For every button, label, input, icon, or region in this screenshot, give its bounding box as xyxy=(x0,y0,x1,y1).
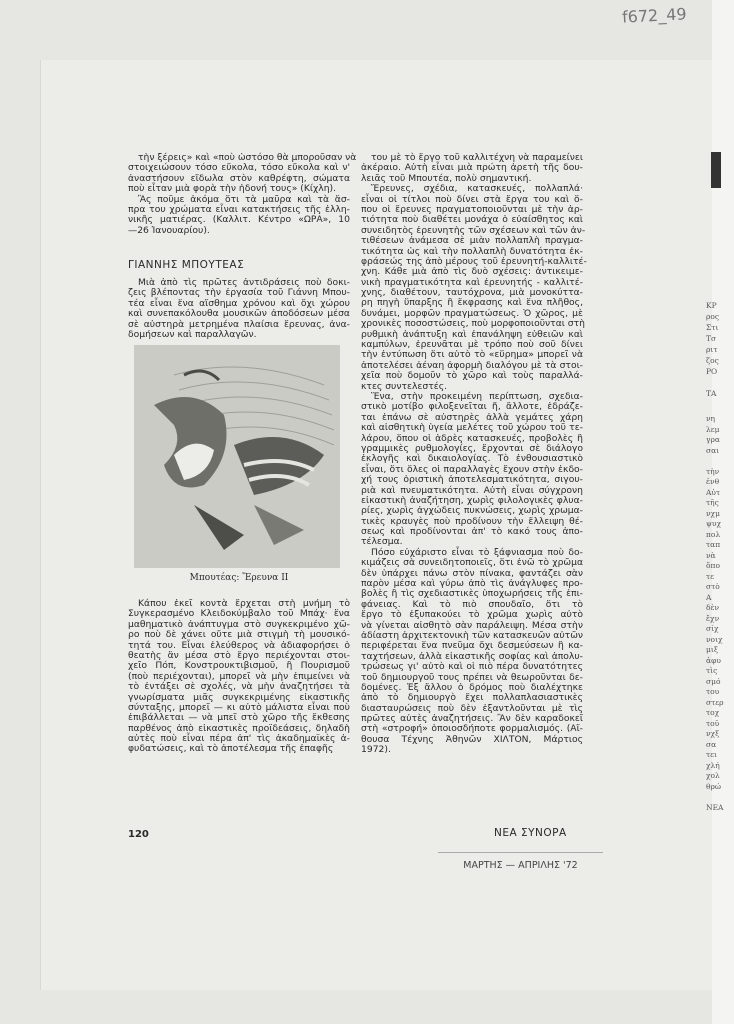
fragment-line: ΝΕΑ xyxy=(706,802,724,812)
handwritten-archive-note: f672_49 xyxy=(621,4,687,27)
fragment-line: ΤΑ xyxy=(706,389,717,398)
text-line: (ποὺ περιέχονται), μπορεῖ νὰ μὴν ἐπιμείνει νὰ xyxy=(128,670,350,682)
fragment-line: λεμ xyxy=(706,424,720,434)
fragment-line: Στι xyxy=(706,323,719,332)
fragment-line: ψυχ xyxy=(706,519,721,528)
text-line: εἰκαστικὴ ἀναζήτηση, χωρὶς φιλολογικὲς φλυα- xyxy=(361,494,583,506)
next-page-fragment-lower xyxy=(706,414,734,813)
text-line: χεῖα ποὺ δομοῦν τὸ χῶρο καὶ τοὺς παραλλά- xyxy=(361,370,583,382)
text-line: του μὲ τὸ ἔργο τοῦ καλλιτέχνη νὰ παραμείνει xyxy=(371,152,583,163)
text-line: λάρου, ὅπου οἱ ἁδρὲς κατασκευές, προβολὲς ἢ xyxy=(361,432,583,444)
text-line: τὴν ἐντύπωση ὅτι αὐτὸ τὸ «εὕρημα» μπορεῖ νὰ xyxy=(361,349,583,361)
text-line: τιθέσεων ἀνάμεσα σὲ μιὰν πολλαπλὴ πραγμα- xyxy=(361,235,583,247)
left-column-bottom-text xyxy=(128,599,350,755)
text-line: στικὸ μοτίβο φιλοξενεῖται ἤ, ἄλλοτε, ἑδράζε- xyxy=(361,401,583,413)
text-line: μαθηματικὸ ἀνάπτυγμα στὸ συγκεκριμένο χῶ- xyxy=(128,618,350,630)
left-column-top-text xyxy=(128,152,357,236)
text-line: διασταυρώσεις ποὺ δὲν ἐξαντλοῦνται μὲ τὶς xyxy=(361,702,583,714)
text-line: πρα του χρώματα εἶναι κατακτήσεις τῆς ἑλλη- xyxy=(128,203,350,215)
text-line: δυνάμει, μορφῶν πραγματώσεως. Ὁ χῶρος, μὲ xyxy=(361,307,583,319)
text-line: χνη. Κάθε μιὰ ἀπὸ τὶς δυὸ σχέσεις: ἀντικειμε- xyxy=(361,266,583,278)
fragment-line: σίχ xyxy=(706,624,719,633)
text-line: στοιχειώσουν τόσο εὔκολα, τόσο εὔκολα καὶ ν' xyxy=(128,162,350,174)
fragment-line: χλή xyxy=(706,760,720,770)
fragment-line: ΚΡ xyxy=(706,301,717,310)
text-line: χή τους ὁριστικὴ ἀποτελεσματικότητα, σιγου- xyxy=(361,474,583,486)
text-line: φράσεώς της ἀπὸ μέρους τοῦ ἐρευνητή-καλλιτέ- xyxy=(361,255,587,267)
fragment-line: σαι xyxy=(706,445,720,455)
text-line: δὲν ὑπάρχει πάνω στὸν πίνακα, φαντάζει σὰν xyxy=(361,567,583,579)
fragment-line: δὲν xyxy=(706,603,720,612)
fragment-line: σμό xyxy=(706,676,721,686)
artwork-caption: Μπουτέας: Ἔρευνα ΙΙ xyxy=(189,573,289,583)
text-line: ρη πηγὴ ὕπαρξης ἢ ἔκφρασης καὶ ἕνα πλῆθος, xyxy=(361,297,583,309)
text-line: νὰ γίνεται αἰσθητὸ σὰν παράλειψη. Μέσα στὴν xyxy=(361,619,583,631)
fragment-line: ἐνθ xyxy=(706,477,720,486)
text-line: Συγκερασμένο Κλειδοκύμβαλο τοῦ Μπάχ· ἕνα xyxy=(128,608,350,620)
fragment-line: Τσ xyxy=(706,334,717,343)
text-line: Μιὰ ἀπὸ τὶς πρῶτες ἀντιδράσεις ποὺ δοκι- xyxy=(138,277,350,288)
text-line: φάνειας. Καὶ τὸ πιὸ σπουδαῖο, ὅτι τὸ xyxy=(361,598,583,610)
text-line: συνειδητὸς ἐρευνητὴς τῶν σχέσεων καὶ τῶν ἀν- xyxy=(361,224,586,236)
text-line: ἀκέραιο. Αὐτὴ εἶναι μιὰ πρώτη ἀρετὴ τῆς δου- xyxy=(361,162,583,174)
fragment-line: ΡΟ xyxy=(706,367,718,376)
text-line: Πόσο εὐχάριστο εἶναι τὸ ξάφνιασμα ποὺ δο- xyxy=(371,546,583,558)
text-line: 1972). xyxy=(361,744,391,756)
text-line: Κάπου ἐκεῖ κοντὰ ἔρχεται στὴ μνήμη τὸ xyxy=(138,598,350,609)
fragment-line: ἀφυ xyxy=(706,655,721,665)
text-line: τὸ ἐντάξει σὲ σχολές, νὰ μὴν ἀναζητήσει τὰ xyxy=(128,681,350,693)
text-line: γραμμικὲς ρυθμολογίες, ἔρχονται σὲ διάλογο xyxy=(361,442,583,454)
journal-title: ΝΕΑ ΣΥΝΟΡΑ xyxy=(494,827,567,839)
text-line: ρο ποὺ δὲ χάνει οὔτε μιὰ στιγμὴ τὴ μουσικό- xyxy=(128,629,350,641)
text-line: ρυθμικὴ ἀνάπτυξη καὶ ἐπανάληψη εὐθειῶν καὶ xyxy=(361,328,583,340)
fragment-line: στὸ xyxy=(706,582,720,591)
text-line: εἶναι οἱ τίτλοι ποὺ δίνει στὰ ἔργα του καὶ ὅ- xyxy=(361,193,583,205)
text-line: τικότητα ὡς καὶ τὴν πολλαπλὴ δυνατότητα ἐκ- xyxy=(361,245,583,257)
text-line: γνωρίσματα μιᾶς συγκεκριμένης εἰκαστικῆς xyxy=(128,691,350,703)
text-line: ἀδίαστη ἀρχιτεκτονικὴ τῶν κατασκευῶν αὐτῶν xyxy=(361,629,584,641)
text-line: αὐτὲς ποὺ εἶναι πέρα ἀπ' τὶς ἀκαδημαϊκὲς ἀ- xyxy=(128,733,350,745)
fragment-line: Α xyxy=(706,592,712,602)
text-line: ται ἐπάνω σὲ αὐστηρὲς ἀλλὰ γεμάτες χάρη xyxy=(361,411,583,423)
text-line: Ἂς ποῦμε ἀκόμα ὅτι τὰ μαῦρα καὶ τὰ ἄσ- xyxy=(138,193,350,205)
text-line: παρθένος ἀπὸ εἰκαστικὲς προϊδεάσεις, δηλαδὴ xyxy=(128,722,350,734)
page-number: 120 xyxy=(128,829,149,840)
text-line: περιφέρεται ἕνα πνεῦμα ὄχι δεσμεύσεων ἢ κα- xyxy=(361,640,583,652)
text-line: κιμάζεις σὰ συνειδητοποιεῖς, ὅτι ἐνῶ τὸ χρῶμα xyxy=(361,557,583,569)
text-line: τικὲς κραυγὲς ποὺ προδίνουν τὴν ἔλλειψη θέ- xyxy=(361,515,583,527)
text-line: φυδατώσεις, καὶ τὸ ἀποτέλεσμα τῆς ἐπαφῆς xyxy=(128,743,334,755)
fragment-line: θρώ xyxy=(706,781,722,791)
text-line: εἶναι, ὅτι ὅλες οἱ παραλλαγὲς ἔχουν στὴν ἐκδο- xyxy=(361,463,583,475)
text-line: τρώσεως γι' αὐτὸ καὶ οἱ πιὸ πέρα δυνατότητες xyxy=(361,661,583,673)
fragment-line: ταπ xyxy=(706,540,721,549)
text-line: καὶ συνεπακόλουθα μουσικῶν ἀποδόσεων μέσα xyxy=(128,308,350,320)
text-line: τέλεσμα. xyxy=(361,536,403,548)
text-line: ἔργο τὸ ἐξυπακούει τὸ χρῶμα χωρὶς αὐτὸ xyxy=(361,609,583,621)
fragment-line: χολ xyxy=(706,771,720,780)
text-line: ριὰ καὶ πνευματικότητα. Αὐτὴ εἶναι σύγχρονη xyxy=(361,484,583,496)
fragment-line: σα xyxy=(706,739,717,749)
text-line: —26 Ἰανουαρίου). xyxy=(128,224,210,236)
text-line: Ἔρευνες, σχέδια, κατασκευές, πολλαπλά· xyxy=(371,183,583,195)
fragment-line: στερ xyxy=(706,697,724,707)
fragment-line: τει xyxy=(706,750,717,759)
text-line: τέα εἶναι ἕνα αἴσθημα χρόνου καὶ ὄχι χώρου xyxy=(128,297,350,309)
text-line: σύνταξης, μπορεῖ — κι αὐτὸ μάλιστα εἶναι ποὺ xyxy=(128,701,350,713)
text-line: ἀναστήσουν εἴδωλα στὸν καθρέφτη, σώματα xyxy=(128,172,350,184)
text-line: ταχτήσεων, ἀλλὰ εἰκαστικῆς σοφίας καὶ ἀπολυ- xyxy=(361,650,583,662)
next-page-black-block xyxy=(711,152,721,188)
fragment-line: τοῦ xyxy=(706,718,720,728)
text-line: ἀποτελέσει ἀέναη ἀφορμὴ διαλόγου μὲ τὰ στοι- xyxy=(361,359,583,371)
text-line: σεως καὶ προδίνονται ἀπ' τὸ κακό τους ἀπο- xyxy=(361,526,583,538)
article-heading: ΓΙΑΝΝΗΣ ΜΠΟΥΤΕΑΣ xyxy=(128,259,245,271)
text-line: χρονικὲς ποσοστώσεις, ποὺ μορφοποιοῦνται στὴ xyxy=(361,318,585,330)
fragment-line: τὴν xyxy=(706,466,720,476)
issue-date: ΜΑΡΤΗΣ — ΑΠΡΙΛΗΣ '72 xyxy=(438,852,603,871)
text-line: νικὴ πραγματικότητα καὶ ἐρευνητής - καλλιτέ- xyxy=(361,276,583,288)
text-line: τητά του. Εἶναι ἐλεύθερος νὰ ἀδιαφορήσει ὁ xyxy=(128,639,350,651)
text-line: δομήσεων καὶ παραλλαγῶν. xyxy=(128,328,257,340)
text-line: τιότητα ποὺ διαθέτει μονάχα ὁ εὐαίσθητος καὶ xyxy=(361,214,583,226)
fragment-line: Αὐτ xyxy=(706,487,721,497)
text-line: στὴ «στροφή» ὁποιοσδήποτε φορμαλισμός. (Αἴ- xyxy=(361,723,583,735)
text-line: θουσα Τέχνης Ἀθηνῶν ΧΙΛΤΟΝ, Μάρτιος xyxy=(361,733,583,745)
text-line: ζεις βλέποντας τὴν ἐργασία τοῦ Γιάννη Μπου- xyxy=(128,287,350,299)
fragment-line: γρα xyxy=(706,435,720,444)
fragment-line: νχξ xyxy=(706,729,720,738)
fragment-line xyxy=(706,792,734,803)
text-line: σὲ αὐστηρὰ μετρημένα πλαίσια ἔρευνας, ἀνα- xyxy=(128,318,350,330)
fragment-line: τε xyxy=(706,571,715,581)
left-column-intro-text xyxy=(128,278,350,340)
fragment-line: πολ xyxy=(706,529,721,539)
fragment-line: νὰ xyxy=(706,550,716,560)
text-line: ρίες, χωρὶς ἀγχώδεις πυκνώσεις, χωρὶς χρωμα- xyxy=(361,505,583,517)
fragment-line xyxy=(706,377,734,388)
fragment-line: τοχ xyxy=(706,708,720,717)
fragment-line: νοιχ xyxy=(706,634,723,644)
text-line: πρῶτες αὐτὲς ἀναζητήσεις. Ἂν δὲν καραδοκεῖ xyxy=(361,713,583,725)
text-line: ἐκλογῆς καὶ δικαιολογίας. Τὸ ἐνθουσιαστικὸ xyxy=(361,453,583,465)
text-line: χνης, διαθέτουν, ταυτόχρονα, μιὰ μονοκύττα- xyxy=(361,287,583,299)
fragment-line: ζος xyxy=(706,356,719,365)
fragment-line: ρος xyxy=(706,312,720,321)
text-line: βολὲς ἢ τὶς σχεδιαστικὲς ὑποχωρήσεις τῆς ἐπι- xyxy=(361,588,583,600)
artwork-reproduction-image xyxy=(134,345,340,568)
fragment-line xyxy=(706,456,734,467)
text-line: κτες συντελεστές. xyxy=(361,380,448,392)
fragment-line: τῆς xyxy=(706,498,719,507)
fragment-line: ριτ xyxy=(706,345,718,354)
text-line: τοῦ δημιουργοῦ τους πρέπει νὰ θεωροῦνται δε- xyxy=(361,671,583,683)
fragment-line: μιξ xyxy=(706,645,718,654)
fragment-line: ὅπο xyxy=(706,561,720,570)
next-page-fragment-upper xyxy=(706,300,734,399)
text-line: δομένες. Ἐξ ἄλλου ὁ δρόμος ποὺ διαλέχτηκε xyxy=(361,681,583,693)
text-line: τὴν ξέρεις» καὶ «ποὺ ὡστόσο θὰ μποροῦσαν νὰ xyxy=(138,152,357,163)
text-line: ποὺ εἶταν μιὰ φορὰ τὴν ἡδονή τους» (Κίχλη). xyxy=(128,183,337,195)
fragment-line: νη xyxy=(706,414,716,423)
fragment-line: του xyxy=(706,687,720,696)
text-line: καὶ αἰσθητικὴ ὑγεία μελέτες τοῦ χώρου τοῦ τε- xyxy=(361,422,583,434)
text-line: καμπύλων, ἐρευνᾶται μὲ τρόπο ποὺ σοῦ δίνει xyxy=(361,339,583,351)
right-column-text xyxy=(361,152,587,756)
text-line: που οἱ ἔρευνες πραγματοποιοῦνται μὲ τὴν ἀρ- xyxy=(361,203,583,215)
text-line: χεῖο Πόπ, Κονστρουκτιβισμοῦ, ἢ Πουρισμοῦ xyxy=(128,660,350,672)
text-line: ἐπιβάλλεται — νὰ μπεῖ στὸ χῶρο τῆς ἔκθεσης xyxy=(128,712,350,724)
text-line: λειᾶς τοῦ Μπουτέα, πολὺ σημαντική. xyxy=(361,172,532,184)
text-line: ἀπὸ τὸ δημιουργὸ ἔχει πολλαπλασιαστικὲς xyxy=(361,692,583,704)
fragment-line: ἔχν xyxy=(706,613,720,623)
text-line: νικῆς ματιέρας. (Καλλιτ. Κέντρο «ΩΡΑ», 10 xyxy=(128,214,350,226)
fragment-line: τὶς xyxy=(706,666,718,675)
text-line: θεατὴς ἂν μέσα στὸ ἔργο περιέχονται στοι- xyxy=(128,649,350,661)
text-line: Ἕνα, στὴν προκειμένη περίπτωση, σχεδια- xyxy=(371,390,583,402)
text-line: παρὸν μέσα καὶ γύρω ἀπὸ τὶς ἀνάγλυφες προ- xyxy=(361,578,583,590)
fragment-line: νχμ xyxy=(706,508,720,518)
